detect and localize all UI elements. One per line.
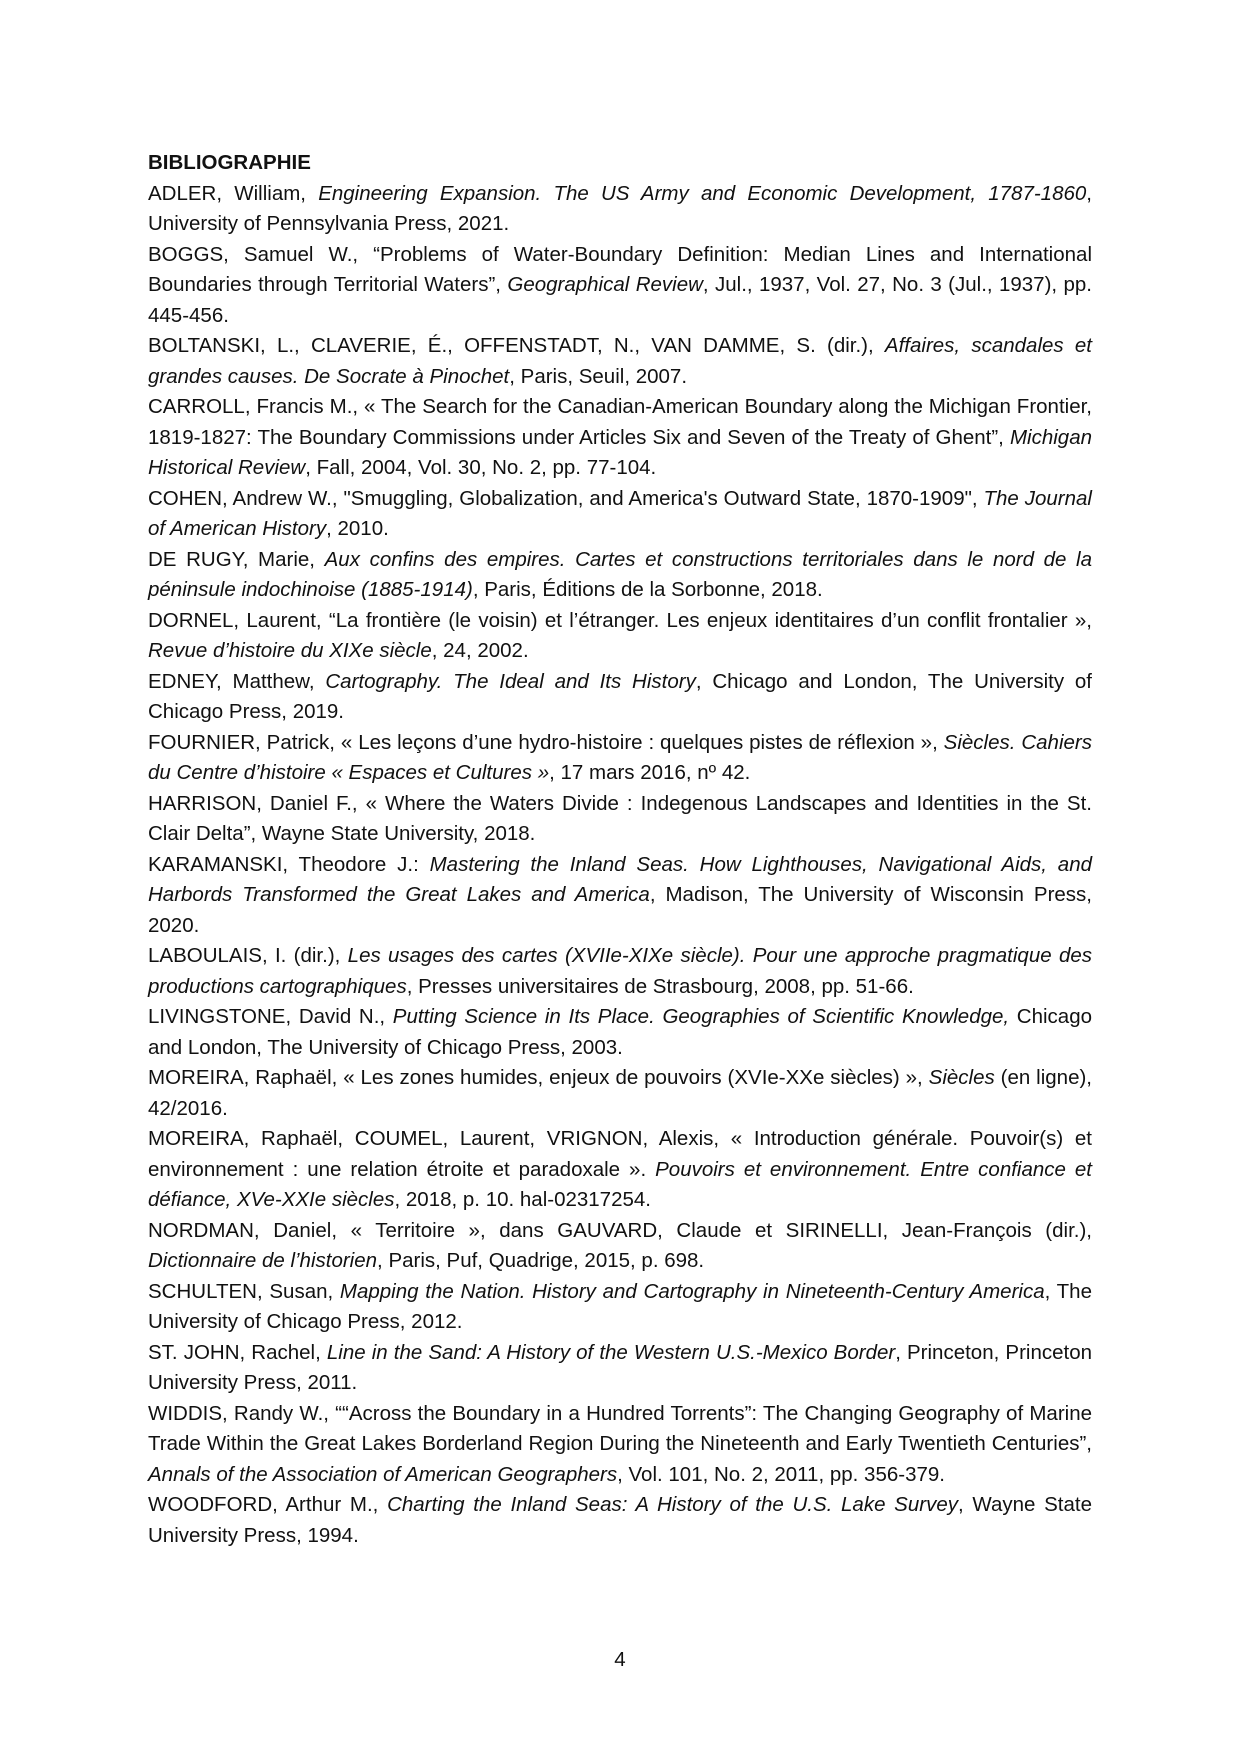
entry-title: Les usages des cartes (XVIIe-XIXe siècle). Pour une approche pragmatique des productions cartographiques (148, 944, 1092, 998)
entry-title: Line in the Sand: A History of the Western U.S.-Mexico Border (326, 1340, 896, 1364)
entry-text: ST. JOHN, Rachel, (148, 1340, 327, 1364)
bibliography-entry (148, 1124, 1092, 1216)
entry-title: Mapping the Nation. History and Cartography in Nineteenth-Century America (339, 1279, 1045, 1303)
entry-text: COHEN, Andrew W., "Smuggling, Globalization, and America's Outward State, 1870-1909", (148, 486, 984, 510)
entry-text: MOREIRA, Raphaël, « Les zones humides, enjeux de pouvoirs (XVIe-XXe siècles) », (148, 1066, 929, 1089)
bibliography-entry (148, 179, 1092, 240)
entry-title: Michigan Historical Review (148, 425, 1092, 479)
bibliography-entry (148, 484, 1092, 545)
bibliography-entry (148, 240, 1092, 332)
entry-text: , Paris, Seuil, 2007. (509, 364, 688, 388)
bibliography-entry (148, 789, 1092, 850)
entry-text: LABOULAIS, I. (dir.), (148, 944, 348, 967)
entry-text: EDNEY, Matthew, (148, 669, 326, 693)
bibliography-entry (148, 1216, 1092, 1277)
entry-text: , 2010. (326, 517, 389, 540)
entry-text: HARRISON, Daniel F., « Where the Waters Divide : Indegenous Landscapes and Identities in the St. Clair Delta”, Wayne State University, 2018. (148, 791, 1092, 845)
entry-title: Siècles (928, 1066, 995, 1089)
bibliography-entry (148, 1338, 1092, 1399)
entry-text: DORNEL, Laurent, “La frontière (le voisin) et l’étranger. Les enjeux identitaires d’un conflit frontalier », (148, 608, 1092, 632)
entry-text: , 17 mars 2016, nº 42. (549, 761, 751, 784)
entry-title: Cartography. The Ideal and Its History (325, 669, 696, 693)
entry-text: (en ligne), 42/2016. (148, 1066, 1092, 1120)
entry-text: , University of Pennsylvania Press, 2021. (148, 181, 1092, 235)
entry-text: , Chicago and London, The University of Chicago Press, 2019. (148, 669, 1092, 723)
entry-text: , Princeton, Princeton University Press, 2011. (148, 1340, 1092, 1394)
entry-text: WIDDIS, Randy W., ““Across the Boundary in a Hundred Torrents”: The Changing Geography of Marine Trade Within the Great Lakes Borderland Region During the Nineteenth and Early Twentieth Centuries”, (148, 1401, 1092, 1455)
bibliography-entry (148, 1277, 1092, 1338)
entry-title: Dictionnaire de l’historien (148, 1249, 378, 1272)
entry-title: Pouvoirs et environnement. Entre confiance et défiance, XVe-XXIe siècles (148, 1157, 1092, 1211)
entry-title: Affaires, scandales et grandes causes. De Socrate à Pinochet (148, 334, 1092, 388)
entry-text: , Vol. 101, No. 2, 2011, pp. 356-379. (617, 1462, 945, 1486)
bibliography-entry (148, 331, 1092, 392)
entry-text: WOODFORD, Arthur M., (148, 1493, 388, 1516)
entry-title: Engineering Expansion. The US Army and Economic Development, 1787-1860 (318, 181, 1087, 205)
entry-text: , 24, 2002. (431, 639, 529, 662)
bibliography-entry (148, 941, 1092, 1002)
entry-text: KARAMANSKI, Theodore J.: (148, 852, 430, 876)
entry-title: Siècles. Cahiers du Centre d’histoire « Espaces et Cultures » (148, 730, 1092, 784)
entry-text: LIVINGSTONE, David N., (148, 1005, 393, 1028)
bibliography-entry (148, 667, 1092, 728)
bibliography-page (148, 148, 1092, 1551)
entry-title: Putting Science in Its Place. Geographies of Scientific Knowledge, (392, 1005, 1010, 1028)
entry-text: ADLER, William, (148, 181, 319, 205)
entry-text: , Fall, 2004, Vol. 30, No. 2, pp. 77-104. (305, 456, 657, 479)
entry-text: , Wayne State University Press, 1994. (148, 1493, 1092, 1547)
bibliography-entry (148, 850, 1092, 942)
entry-title: Annals of the Association of American Geographers (148, 1462, 618, 1486)
bibliography-entry (148, 1399, 1092, 1491)
entry-text: BOGGS, Samuel W., “Problems of Water-Boundary Definition: Median Lines and International Boundaries through Territorial Waters”, (148, 242, 1092, 296)
bibliography-entry (148, 1490, 1092, 1551)
entry-title: Aux confins des empires. Cartes et constructions territoriales dans le nord de la péninsule indochinoise (1885-1914) (148, 547, 1092, 601)
entry-text: , Paris, Éditions de la Sorbonne, 2018. (472, 578, 823, 601)
entry-title: The Journal of American History (148, 486, 1092, 540)
bibliography-entry (148, 728, 1092, 789)
bibliography-entry (148, 392, 1092, 484)
bibliography-entry (148, 1063, 1092, 1124)
bibliography-list (148, 179, 1092, 1552)
entry-text: , Paris, Puf, Quadrige, 2015, p. 698. (377, 1249, 705, 1272)
entry-title: Charting the Inland Seas: A History of the U.S. Lake Survey (387, 1493, 958, 1516)
page-number: 4 (614, 1648, 626, 1671)
bibliography-entry (148, 545, 1092, 606)
entry-text: SCHULTEN, Susan, (148, 1279, 340, 1303)
bibliography-entry (148, 1002, 1092, 1063)
entry-title: Geographical Review (507, 273, 703, 296)
entry-text: , Jul., 1937, Vol. 27, No. 3 (Jul., 1937), pp. 445-456. (148, 273, 1092, 327)
entry-text: , Presses universitaires de Strasbourg, 2008, pp. 51-66. (406, 974, 914, 998)
entry-text: NORDMAN, Daniel, « Territoire », dans GAUVARD, Claude et SIRINELLI, Jean-François (dir.), (148, 1218, 1092, 1242)
entry-text: Chicago and London, The University of Chicago Press, 2003. (148, 1005, 1092, 1059)
entry-text: BOLTANSKI, L., CLAVERIE, É., OFFENSTADT, N., VAN DAMME, S. (dir.), (148, 334, 885, 357)
entry-title: Mastering the Inland Seas. How Lighthouses, Navigational Aids, and Harbords Transformed the Great Lakes and America (148, 852, 1092, 906)
entry-text: FOURNIER, Patrick, « Les leçons d’une hydro-histoire : quelques pistes de réflexion », (148, 730, 944, 754)
entry-text: , 2018, p. 10. hal-02317254. (394, 1188, 651, 1211)
entry-text: MOREIRA, Raphaël, COUMEL, Laurent, VRIGNON, Alexis, « Introduction générale. Pouvoir(s) et environnement : une relation étroite et paradoxale ». (148, 1127, 1092, 1181)
bibliography-entry (148, 606, 1092, 667)
entry-text: CARROLL, Francis M., « The Search for the Canadian-American Boundary along the Michigan Frontier, 1819-1827: The Boundary Commissions under Articles Six and Seven of the Treaty of Ghent”, (148, 395, 1092, 449)
entry-text: , Madison, The University of Wisconsin Press, 2020. (148, 883, 1092, 937)
entry-text: DE RUGY, Marie, (148, 547, 325, 571)
entry-title: Revue d’histoire du XIXe siècle (148, 639, 432, 662)
entry-text: , The University of Chicago Press, 2012. (148, 1279, 1092, 1333)
bibliography-heading: BIBLIOGRAPHIE (148, 151, 311, 174)
